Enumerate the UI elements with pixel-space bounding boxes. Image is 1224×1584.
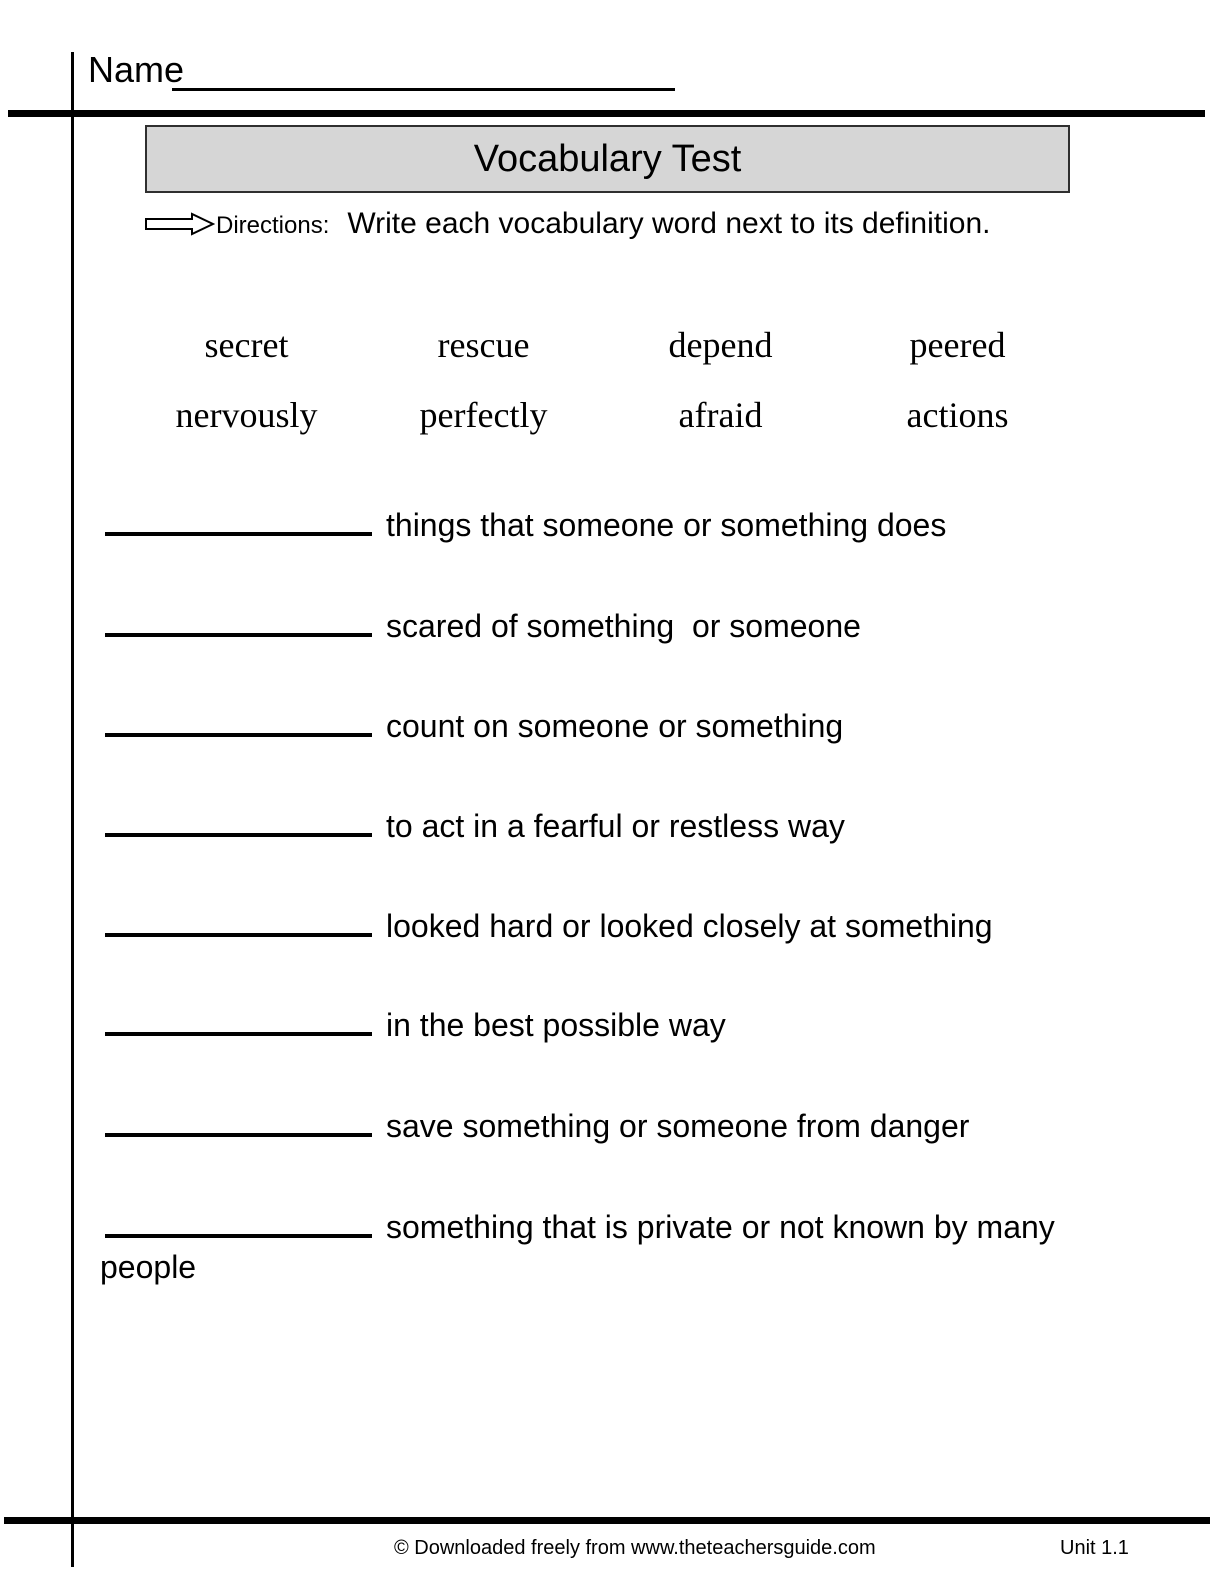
answer-blank[interactable] — [105, 927, 372, 937]
answer-blank[interactable] — [105, 526, 372, 536]
word-bank-item: depend — [668, 325, 773, 365]
definition-row — [105, 908, 993, 945]
answer-blank[interactable] — [105, 1026, 372, 1036]
definition-text: something that is private or not known by many people — [100, 1209, 1064, 1285]
directions-line — [216, 207, 990, 241]
definition-text: in the best possible way — [386, 1007, 726, 1043]
directions-arrow-icon — [145, 212, 215, 236]
word-bank-item: nervously — [175, 395, 318, 435]
answer-blank[interactable] — [105, 1127, 372, 1137]
word-bank-row — [128, 324, 1076, 366]
word-bank-item: afraid — [678, 395, 763, 435]
definition-row — [100, 1207, 1110, 1287]
definition-text: looked hard or looked closely at something — [386, 908, 993, 944]
answer-blank[interactable] — [105, 627, 372, 637]
header-rule — [8, 110, 1205, 117]
word-bank-item: peered — [909, 325, 1006, 365]
word-bank-item: rescue — [437, 325, 530, 365]
directions-label: Directions: — [216, 212, 330, 239]
name-blank[interactable] — [172, 88, 675, 91]
answer-blank[interactable] — [105, 1228, 372, 1238]
word-bank-item: perfectly — [419, 395, 548, 435]
answer-blank[interactable] — [105, 827, 372, 837]
definition-row — [105, 608, 861, 645]
definition-text: save something or someone from danger — [386, 1108, 970, 1144]
name-label: Name — [88, 49, 185, 90]
definition-text: to act in a fearful or restless way — [386, 808, 845, 844]
word-bank-row — [128, 394, 1076, 436]
title-box — [145, 125, 1070, 193]
left-margin-line — [71, 52, 74, 1567]
definition-row — [105, 1007, 726, 1044]
definition-row — [105, 507, 946, 544]
directions-text: Write each vocabulary word next to its definition. — [347, 207, 991, 240]
definition-text: scared of something or someone — [386, 608, 861, 644]
definition-text: count on someone or something — [386, 708, 844, 744]
word-bank-item: secret — [204, 325, 289, 365]
answer-blank[interactable] — [105, 727, 372, 737]
footer-rule — [4, 1517, 1210, 1524]
page-title: Vocabulary Test — [473, 137, 742, 180]
footer-credit: © Downloaded freely from www.theteachersguide.com — [394, 1537, 876, 1559]
footer-unit-label: Unit 1.1 — [1060, 1537, 1129, 1559]
definition-row — [105, 1108, 969, 1145]
definition-text: things that someone or something does — [386, 507, 947, 543]
definition-row — [105, 808, 845, 845]
word-bank-item: actions — [906, 395, 1009, 435]
definition-row — [105, 708, 843, 745]
